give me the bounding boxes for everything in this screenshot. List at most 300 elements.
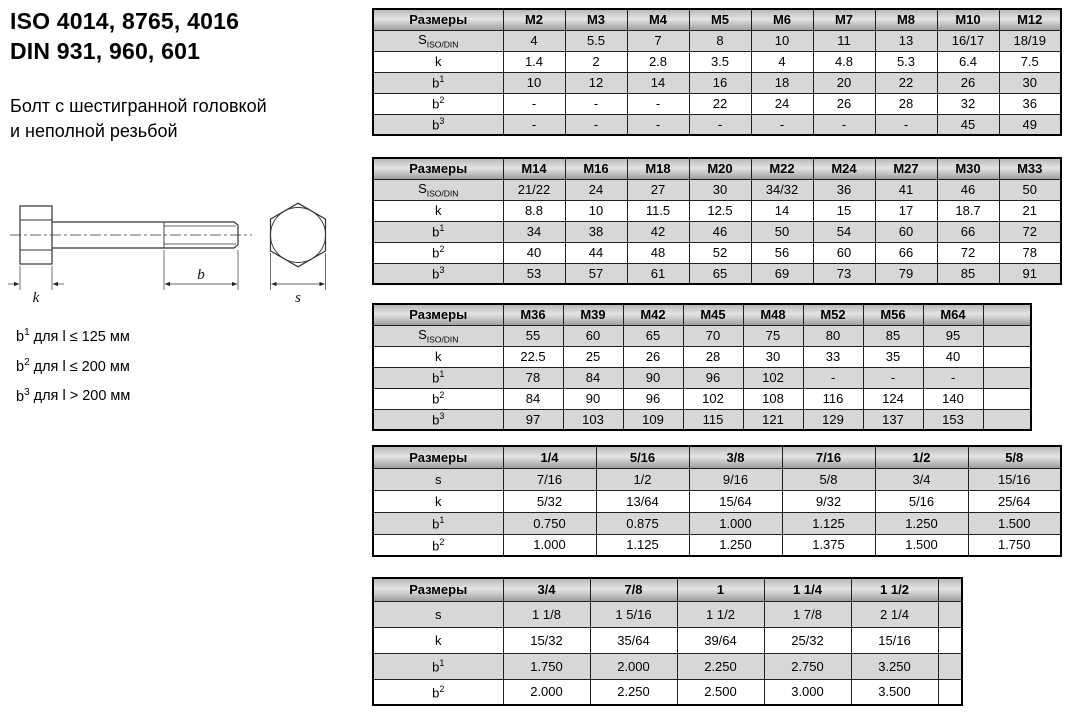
table-cell: 60: [875, 221, 937, 242]
table-cell: 2.8: [627, 51, 689, 72]
table-cell: 1 7/8: [764, 601, 851, 627]
table-cell: 21/22: [503, 179, 565, 200]
table-cell: 5/16: [875, 490, 968, 512]
table-cell: 17: [875, 200, 937, 221]
dimension-table-4: [372, 445, 1062, 557]
table-cell: 0.875: [596, 512, 689, 534]
table-row: [373, 221, 1061, 242]
row-label: $b^1$: [373, 512, 503, 534]
table-cell: 65: [689, 263, 751, 284]
table-cell: 33: [803, 346, 863, 367]
table-cell: 25: [563, 346, 623, 367]
table-cell: [983, 388, 1031, 409]
header-cell-size: M42: [623, 304, 683, 325]
table-cell: 45: [937, 114, 999, 135]
table-cell: 1.750: [968, 534, 1061, 556]
header-cell-size: 3/4: [503, 578, 590, 601]
table-cell: 7: [627, 30, 689, 51]
table-cell: 12: [565, 72, 627, 93]
table-cell: 4: [751, 51, 813, 72]
row-label: $S_{ISO/DIN}$: [373, 325, 503, 346]
header-cell-size: M56: [863, 304, 923, 325]
header-cell-size: M10: [937, 9, 999, 30]
table-cell: -: [875, 114, 937, 135]
row-label: $b^3$: [373, 409, 503, 430]
row-label: $b^1$: [373, 221, 503, 242]
row-label: k: [373, 51, 503, 72]
row-label: $b^2$: [373, 534, 503, 556]
table-row: [373, 367, 1031, 388]
table-cell: 36: [999, 93, 1061, 114]
table-cell: 3.250: [851, 653, 938, 679]
header-cell-sizes: Размеры: [373, 446, 503, 468]
table-cell: 1.000: [689, 512, 782, 534]
table-cell: 7.5: [999, 51, 1061, 72]
header-cell-size: 1/4: [503, 446, 596, 468]
header-cell-size: 1 1/4: [764, 578, 851, 601]
table-cell: 1 1/2: [677, 601, 764, 627]
table-cell: 121: [743, 409, 803, 430]
header-cell-sizes: Размеры: [373, 9, 503, 30]
table-cell: 15/16: [968, 468, 1061, 490]
table-cell: 22.5: [503, 346, 563, 367]
table-cell: -: [503, 93, 565, 114]
table-cell: 13/64: [596, 490, 689, 512]
table-cell: 65: [623, 325, 683, 346]
subtitle-line2: и неполной резьбой: [10, 121, 178, 141]
header-cell-size: M48: [743, 304, 803, 325]
table-row: [373, 490, 1061, 512]
table-cell: 84: [503, 388, 563, 409]
table-cell: 1.250: [875, 512, 968, 534]
table-cell: 8: [689, 30, 751, 51]
table-cell: 34/32: [751, 179, 813, 200]
table-cell: 40: [923, 346, 983, 367]
table-cell: 73: [813, 263, 875, 284]
table-cell: 5/8: [782, 468, 875, 490]
table-row: [373, 72, 1061, 93]
table-cell: 1 5/16: [590, 601, 677, 627]
header-cell-size: M33: [999, 158, 1061, 179]
table-cell: 55: [503, 325, 563, 346]
header-cell-size: 5/8: [968, 446, 1061, 468]
dimension-table-2: [372, 157, 1062, 285]
table-row: [373, 409, 1031, 430]
table-cell: 61: [627, 263, 689, 284]
table-row: [373, 114, 1061, 135]
table-row: [373, 325, 1031, 346]
row-label: k: [373, 200, 503, 221]
table-cell: 49: [999, 114, 1061, 135]
table-cell: [983, 409, 1031, 430]
note-b3: $b^3$ для l > 200 мм: [16, 386, 131, 405]
table-cell: 97: [503, 409, 563, 430]
header-cell-size: M12: [999, 9, 1061, 30]
table-cell: 2.750: [764, 653, 851, 679]
table-cell: 2.250: [590, 679, 677, 705]
table-cell: 72: [999, 221, 1061, 242]
thread-length-notes: [16, 320, 130, 409]
row-label: $b^2$: [373, 93, 503, 114]
table-cell: 35/64: [590, 627, 677, 653]
hexagon: [271, 203, 326, 267]
header-cell-size: 7/8: [590, 578, 677, 601]
header-cell-size: M64: [923, 304, 983, 325]
table-cell: 85: [937, 263, 999, 284]
header-cell-size: 1 1/2: [851, 578, 938, 601]
table-cell: 8.8: [503, 200, 565, 221]
table-cell: -: [627, 93, 689, 114]
table-cell: 12.5: [689, 200, 751, 221]
table-cell: 75: [743, 325, 803, 346]
table-cell: 18/19: [999, 30, 1061, 51]
table-row: [373, 242, 1061, 263]
table-cell: 18.7: [937, 200, 999, 221]
table-cell: 15/32: [503, 627, 590, 653]
table-row: [373, 468, 1061, 490]
header-cell-size: M45: [683, 304, 743, 325]
table-cell: -: [689, 114, 751, 135]
header-cell-size: 1/2: [875, 446, 968, 468]
table-cell: [983, 367, 1031, 388]
table-cell: 3/4: [875, 468, 968, 490]
table-cell: 34: [503, 221, 565, 242]
table-cell: 5.5: [565, 30, 627, 51]
table-cell: 38: [565, 221, 627, 242]
table-cell: 16/17: [937, 30, 999, 51]
table-row: [373, 534, 1061, 556]
table-cell: 36: [813, 179, 875, 200]
bolt-end-view: [271, 203, 326, 290]
dim-label-b: b: [197, 267, 205, 283]
table-cell: 129: [803, 409, 863, 430]
header-cell-size: M24: [813, 158, 875, 179]
table-cell: 1.125: [596, 534, 689, 556]
table-cell: 46: [689, 221, 751, 242]
table-cell: 140: [923, 388, 983, 409]
table-cell: 137: [863, 409, 923, 430]
table-cell: 3.000: [764, 679, 851, 705]
table-row: [373, 30, 1061, 51]
table-cell: 52: [689, 242, 751, 263]
table-cell: 69: [751, 263, 813, 284]
dimension-table-1: [372, 8, 1062, 136]
subtitle-block: [10, 94, 370, 144]
table-row: [373, 51, 1061, 72]
table-cell: 14: [751, 200, 813, 221]
header-cell-size: M3: [565, 9, 627, 30]
table-cell: 10: [503, 72, 565, 93]
dimension-table-3: [372, 303, 1032, 431]
header-cell-size: M5: [689, 9, 751, 30]
table-cell: 50: [999, 179, 1061, 200]
table-cell: 10: [751, 30, 813, 51]
row-label: k: [373, 490, 503, 512]
table-cell: -: [565, 93, 627, 114]
header-cell-size: M30: [937, 158, 999, 179]
table-cell: -: [503, 114, 565, 135]
table-cell: 56: [751, 242, 813, 263]
table-cell: 20: [813, 72, 875, 93]
table-cell: 66: [937, 221, 999, 242]
table-row: [373, 627, 962, 653]
header-cell-size: 1: [677, 578, 764, 601]
table-cell: 25/32: [764, 627, 851, 653]
table-cell: 57: [565, 263, 627, 284]
bolt-drawing: [6, 190, 346, 308]
table-cell: [938, 601, 962, 627]
header-cell-sizes: Размеры: [373, 304, 503, 325]
table-cell: 6.4: [937, 51, 999, 72]
table-cell: 102: [743, 367, 803, 388]
table-cell: [983, 346, 1031, 367]
table-cell: 108: [743, 388, 803, 409]
table-cell: 102: [683, 388, 743, 409]
table-header-row: [373, 304, 1031, 325]
table-cell: 24: [565, 179, 627, 200]
header-cell-size: M8: [875, 9, 937, 30]
header-cell-size: 5/16: [596, 446, 689, 468]
header-cell-size: M6: [751, 9, 813, 30]
table-cell: [938, 679, 962, 705]
table-cell: 4: [503, 30, 565, 51]
table-cell: 72: [937, 242, 999, 263]
table-cell: 1.375: [782, 534, 875, 556]
table-cell: 26: [937, 72, 999, 93]
table-cell: 15/64: [689, 490, 782, 512]
table-cell: 5/32: [503, 490, 596, 512]
table-cell: 124: [863, 388, 923, 409]
row-label: $b^3$: [373, 263, 503, 284]
table-row: [373, 388, 1031, 409]
table-cell: 30: [743, 346, 803, 367]
table-row: [373, 179, 1061, 200]
row-label: $S_{ISO/DIN}$: [373, 179, 503, 200]
dim-label-s: s: [295, 290, 301, 306]
header-cell-size: [938, 578, 962, 601]
table-cell: 1.250: [689, 534, 782, 556]
table-cell: 48: [627, 242, 689, 263]
table-cell: -: [813, 114, 875, 135]
row-label: $b^1$: [373, 653, 503, 679]
standard-title-din: DIN 931, 960, 601: [10, 38, 201, 64]
table-cell: 2.000: [590, 653, 677, 679]
table-cell: 22: [689, 93, 751, 114]
table-cell: 10: [565, 200, 627, 221]
table-cell: 4.8: [813, 51, 875, 72]
table-cell: 60: [813, 242, 875, 263]
table-cell: 115: [683, 409, 743, 430]
table-cell: 96: [623, 388, 683, 409]
table-header-row: [373, 9, 1061, 30]
row-label: s: [373, 468, 503, 490]
header-cell-size: M16: [565, 158, 627, 179]
table-cell: 5.3: [875, 51, 937, 72]
standard-title-iso: ISO 4014, 8765, 4016: [10, 8, 240, 34]
table-cell: 1.125: [782, 512, 875, 534]
table-cell: 9/32: [782, 490, 875, 512]
table-cell: 32: [937, 93, 999, 114]
header-cell-size: M2: [503, 9, 565, 30]
table-cell: 2.500: [677, 679, 764, 705]
table-cell: 18: [751, 72, 813, 93]
row-label: $b^3$: [373, 114, 503, 135]
table-row: [373, 346, 1031, 367]
row-label: $b^1$: [373, 367, 503, 388]
header-cell-size: M27: [875, 158, 937, 179]
inscribed-circle: [271, 208, 326, 263]
table-cell: 2 1/4: [851, 601, 938, 627]
table-cell: -: [923, 367, 983, 388]
table-cell: -: [627, 114, 689, 135]
table-cell: 2.000: [503, 679, 590, 705]
row-label: $S_{ISO/DIN}$: [373, 30, 503, 51]
table-cell: 1.4: [503, 51, 565, 72]
table-cell: 15: [813, 200, 875, 221]
table-cell: 27: [627, 179, 689, 200]
header-cell-sizes: Размеры: [373, 578, 503, 601]
header-cell-size: M52: [803, 304, 863, 325]
table-cell: 9/16: [689, 468, 782, 490]
table-cell: 14: [627, 72, 689, 93]
table-cell: 109: [623, 409, 683, 430]
subtitle-line1: Болт с шестигранной головкой: [10, 96, 267, 116]
table-cell: 41: [875, 179, 937, 200]
table-cell: 90: [623, 367, 683, 388]
header-cell-size: M7: [813, 9, 875, 30]
table-cell: 78: [999, 242, 1061, 263]
table-cell: 46: [937, 179, 999, 200]
header-cell-size: M39: [563, 304, 623, 325]
table-cell: 24: [751, 93, 813, 114]
table-cell: -: [863, 367, 923, 388]
table-cell: 0.750: [503, 512, 596, 534]
table-row: [373, 601, 962, 627]
table-cell: 80: [803, 325, 863, 346]
table-cell: 42: [627, 221, 689, 242]
row-label: $b^2$: [373, 388, 503, 409]
table-cell: 28: [683, 346, 743, 367]
header-cell-size: M20: [689, 158, 751, 179]
table-cell: 2.250: [677, 653, 764, 679]
left-panel: [10, 6, 370, 718]
table-cell: 11: [813, 30, 875, 51]
table-cell: 21: [999, 200, 1061, 221]
table-cell: [938, 627, 962, 653]
table-cell: 60: [563, 325, 623, 346]
table-cell: 1/2: [596, 468, 689, 490]
row-label: k: [373, 627, 503, 653]
table-header-row: [373, 158, 1061, 179]
table-row: [373, 200, 1061, 221]
table-cell: 1.000: [503, 534, 596, 556]
dim-label-k: k: [32, 290, 40, 306]
table-row: [373, 653, 962, 679]
table-cell: 7/16: [503, 468, 596, 490]
table-header-row: [373, 446, 1061, 468]
table-cell: 70: [683, 325, 743, 346]
table-cell: -: [803, 367, 863, 388]
table-cell: 3.500: [851, 679, 938, 705]
header-cell-size: M18: [627, 158, 689, 179]
table-cell: 50: [751, 221, 813, 242]
table-row: [373, 512, 1061, 534]
table-cell: 91: [999, 263, 1061, 284]
table-row: [373, 263, 1061, 284]
table-cell: 39/64: [677, 627, 764, 653]
table-cell: 1.750: [503, 653, 590, 679]
table-cell: 16: [689, 72, 751, 93]
row-label: $b^2$: [373, 242, 503, 263]
table-cell: 28: [875, 93, 937, 114]
table-cell: 90: [563, 388, 623, 409]
header-cell-size: M22: [751, 158, 813, 179]
table-cell: 26: [813, 93, 875, 114]
table-cell: 96: [683, 367, 743, 388]
table-cell: 44: [565, 242, 627, 263]
table-cell: [938, 653, 962, 679]
row-label: $b^1$: [373, 72, 503, 93]
table-row: [373, 679, 962, 705]
table-cell: 153: [923, 409, 983, 430]
table-cell: 30: [689, 179, 751, 200]
header-cell-size: M4: [627, 9, 689, 30]
table-cell: 79: [875, 263, 937, 284]
bolt-side-view: [10, 206, 252, 264]
table-cell: 3.5: [689, 51, 751, 72]
header-cell-size: M36: [503, 304, 563, 325]
table-cell: 95: [923, 325, 983, 346]
table-cell: 35: [863, 346, 923, 367]
table-cell: 2: [565, 51, 627, 72]
table-cell: 15/16: [851, 627, 938, 653]
table-cell: 85: [863, 325, 923, 346]
table-cell: 78: [503, 367, 563, 388]
header-cell-size: M14: [503, 158, 565, 179]
table-cell: 25/64: [968, 490, 1061, 512]
table-cell: 1 1/8: [503, 601, 590, 627]
table-cell: 103: [563, 409, 623, 430]
table-cell: [983, 325, 1031, 346]
header-cell-size: 7/16: [782, 446, 875, 468]
table-cell: -: [751, 114, 813, 135]
table-cell: 66: [875, 242, 937, 263]
table-header-row: [373, 578, 962, 601]
table-cell: 84: [563, 367, 623, 388]
table-cell: 40: [503, 242, 565, 263]
note-b2: $b^2$ для l ≤ 200 мм: [16, 356, 130, 375]
tables-panel: [372, 8, 1067, 718]
dimension-table-5: [372, 577, 963, 706]
table-cell: 26: [623, 346, 683, 367]
table-cell: 1.500: [875, 534, 968, 556]
table-cell: 11.5: [627, 200, 689, 221]
header-cell-size: 3/8: [689, 446, 782, 468]
header-cell-sizes: Размеры: [373, 158, 503, 179]
row-label: k: [373, 346, 503, 367]
note-b1: $b^1$ для l ≤ 125 мм: [16, 327, 130, 345]
table-row: [373, 93, 1061, 114]
row-label: $b^2$: [373, 679, 503, 705]
table-cell: 13: [875, 30, 937, 51]
table-cell: 116: [803, 388, 863, 409]
table-cell: 53: [503, 263, 565, 284]
table-cell: -: [565, 114, 627, 135]
table-cell: 1.500: [968, 512, 1061, 534]
table-cell: 22: [875, 72, 937, 93]
header-cell-size: [983, 304, 1031, 325]
table-cell: 30: [999, 72, 1061, 93]
